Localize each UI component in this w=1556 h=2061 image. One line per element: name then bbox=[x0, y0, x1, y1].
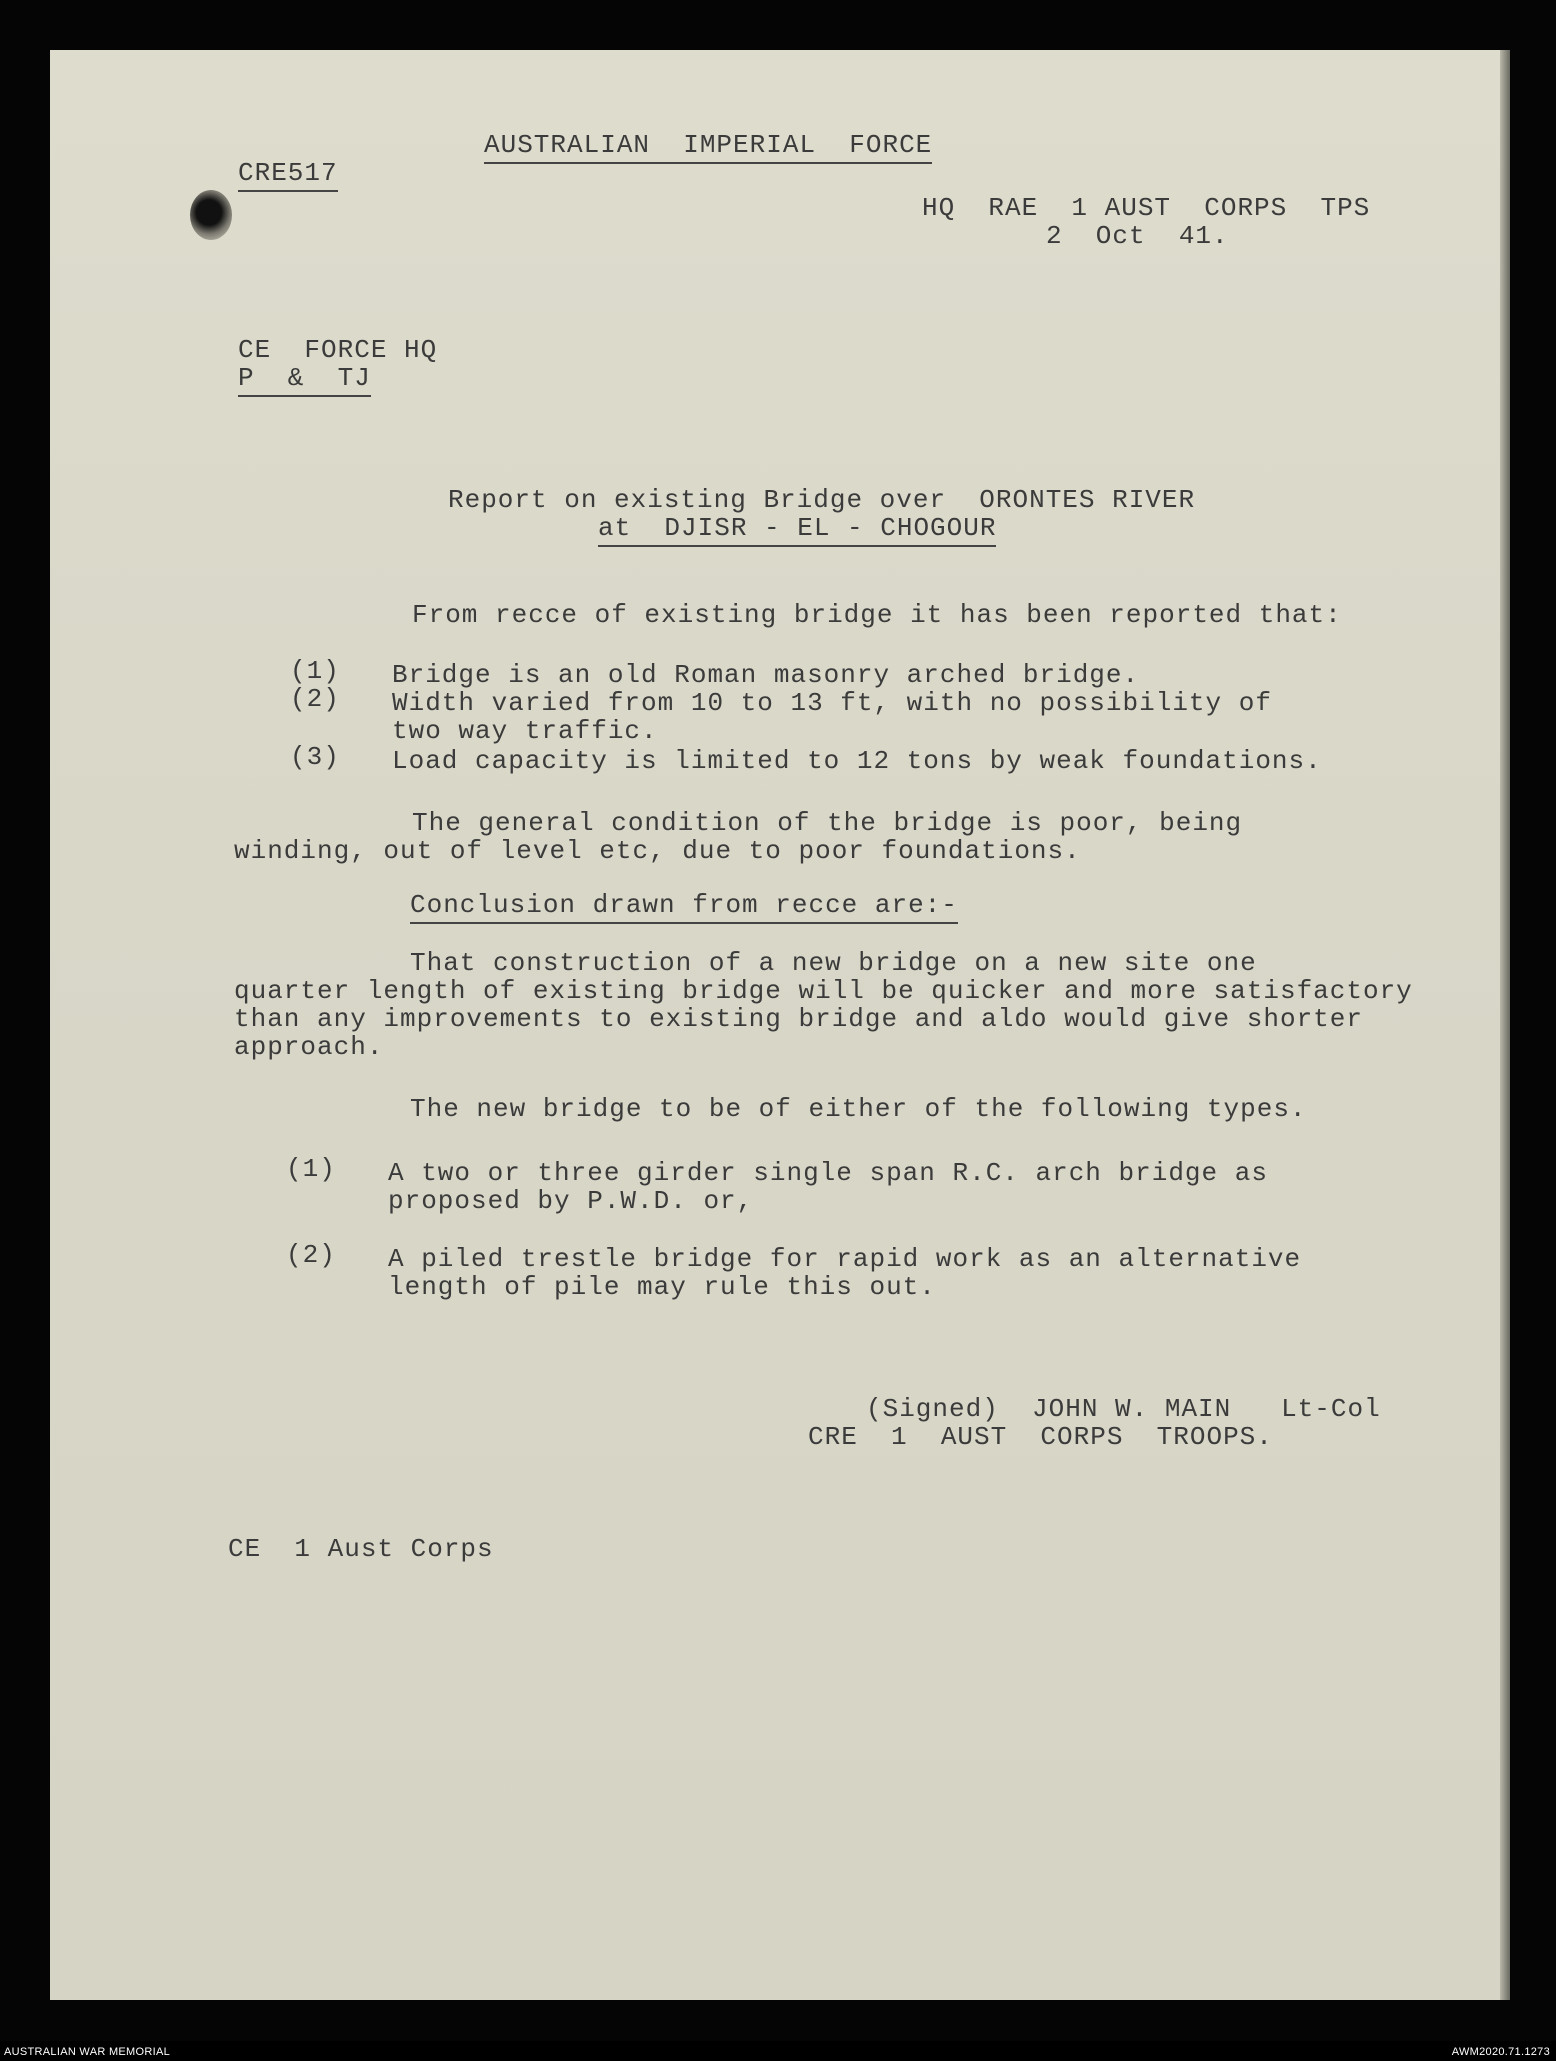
condition-line-1: The general condition of the bridge is poor, being bbox=[412, 808, 1243, 838]
reference-number: CRE517 bbox=[238, 160, 338, 192]
from-line: HQ RAE 1 AUST CORPS TPS bbox=[922, 193, 1371, 223]
type-text: length of pile may rule this out. bbox=[388, 1272, 936, 1302]
type-number: (1) bbox=[286, 1154, 336, 1184]
footer-catalogue-id: AWM2020.71.1273 bbox=[1451, 2046, 1550, 2058]
signature-line-2: CRE 1 AUST CORPS TROOPS. bbox=[808, 1422, 1273, 1452]
type-number: (2) bbox=[286, 1240, 336, 1270]
type-text: A two or three girder single span R.C. arch bridge as bbox=[388, 1158, 1268, 1188]
condition-line-2: winding, out of level etc, due to poor foundations. bbox=[234, 836, 1081, 866]
finding-text: two way traffic. bbox=[392, 716, 658, 746]
paper-edge bbox=[1500, 50, 1510, 2000]
type-text: proposed by P.W.D. or, bbox=[388, 1186, 754, 1216]
document-page bbox=[50, 50, 1500, 2000]
finding-number: (3) bbox=[290, 742, 340, 772]
finding-text: Load capacity is limited to 12 tons by weak foundations. bbox=[392, 746, 1322, 776]
subject-line-1: Report on existing Bridge over ORONTES RIVER bbox=[448, 485, 1196, 515]
finding-number: (1) bbox=[290, 656, 340, 686]
copy-to-line: CE 1 Aust Corps bbox=[228, 1534, 494, 1564]
finding-text: Bridge is an old Roman masonry arched bridge. bbox=[392, 660, 1140, 690]
punch-hole bbox=[190, 190, 232, 240]
to-line-2: P & TJ bbox=[238, 365, 371, 397]
conclusion-heading: Conclusion drawn from recce are:- bbox=[410, 892, 958, 924]
finding-text: Width varied from 10 to 13 ft, with no possibility of bbox=[392, 688, 1272, 718]
types-intro: The new bridge to be of either of the following types. bbox=[410, 1094, 1307, 1124]
type-text: A piled trestle bridge for rapid work as an alternative bbox=[388, 1244, 1302, 1274]
header-title: AUSTRALIAN IMPERIAL FORCE bbox=[484, 132, 932, 164]
signature-line-1: (Signed) JOHN W. MAIN Lt-Col bbox=[866, 1394, 1381, 1424]
conclusion-text: than any improvements to existing bridge and aldo would give shorter bbox=[234, 1004, 1363, 1034]
finding-number: (2) bbox=[290, 684, 340, 714]
conclusion-text: approach. bbox=[234, 1032, 384, 1062]
subject-line-2: at DJISR - EL - CHOGOUR bbox=[598, 515, 996, 547]
intro-paragraph: From recce of existing bridge it has been reported that: bbox=[412, 600, 1342, 630]
conclusion-text: That construction of a new bridge on a new site one bbox=[410, 948, 1257, 978]
date-line: 2 Oct 41. bbox=[1046, 221, 1229, 251]
to-line-1: CE FORCE HQ bbox=[238, 335, 438, 365]
conclusion-text: quarter length of existing bridge will be quicker and more satisfactory bbox=[234, 976, 1413, 1006]
footer-archive-name: AUSTRALIAN WAR MEMORIAL bbox=[4, 2046, 171, 2058]
